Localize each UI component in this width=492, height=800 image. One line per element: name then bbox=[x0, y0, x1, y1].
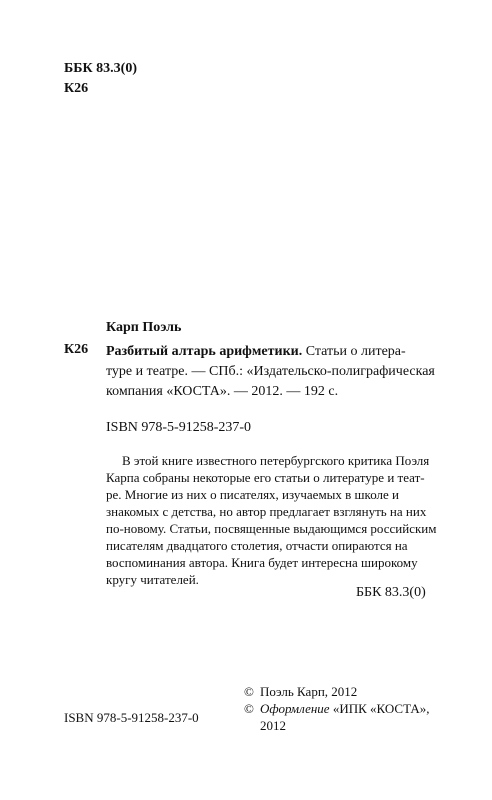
copyright-block bbox=[244, 683, 430, 734]
catalog-line-1-rest: Статьи о литера- bbox=[302, 344, 406, 359]
copyright-author bbox=[244, 683, 430, 700]
annotation-line: кругу читателей. bbox=[106, 572, 199, 587]
copyright-icon: © bbox=[244, 684, 254, 699]
annotation-line: писателям двадцатого столетия, отчасти опираются на bbox=[106, 538, 408, 553]
isbn-catalog: ISBN 978-5-91258-237-0 bbox=[106, 420, 252, 435]
annotation-line: знакомых с детства, но автор предлагает взглянуть на них bbox=[106, 504, 427, 519]
copyright-icon: © bbox=[244, 701, 254, 716]
catalog-line-3: компания «КОСТА». — 2012. — 192 с. bbox=[106, 384, 339, 399]
copyright-year: 2012 bbox=[260, 718, 286, 733]
bbk-index: ББК 83.3(0) bbox=[64, 61, 137, 76]
isbn-bottom: ISBN 978-5-91258-237-0 bbox=[64, 710, 199, 725]
copyright-design bbox=[244, 700, 430, 717]
annotation-line: Карпа собраны некоторые его статьи о литературе и теат- bbox=[106, 470, 425, 485]
copyright-design-text: «ИПК «КОСТА», bbox=[329, 701, 430, 716]
bbk-index-bottom: ББК 83.3(0) bbox=[356, 585, 426, 600]
annotation bbox=[106, 452, 440, 588]
design-label: Оформление bbox=[260, 701, 330, 716]
annotation-line: В этой книге известного петербургского критика Поэля bbox=[122, 453, 430, 468]
catalog-author-mark: К26 bbox=[64, 342, 89, 357]
catalog-description bbox=[106, 342, 439, 402]
classification-block bbox=[64, 60, 137, 100]
author-mark: К26 bbox=[64, 81, 89, 96]
annotation-line: по-новому. Статьи, посвященные выдающимся российским bbox=[106, 521, 437, 536]
annotation-line: ре. Многие из них о писателях, изучаемых в школе и bbox=[106, 487, 400, 502]
catalog-author: Карп Поэль bbox=[106, 320, 182, 335]
catalog-line-1 bbox=[106, 342, 439, 362]
catalog-line-2: туре и театре. — СПб.: «Издательско-полиграфическая bbox=[106, 364, 435, 379]
annotation-line: воспоминания автора. Книга будет интересна широкому bbox=[106, 555, 418, 570]
book-title: Разбитый алтарь арифметики. bbox=[106, 344, 303, 359]
copyright-author-text: Поэль Карп, 2012 bbox=[260, 684, 358, 699]
